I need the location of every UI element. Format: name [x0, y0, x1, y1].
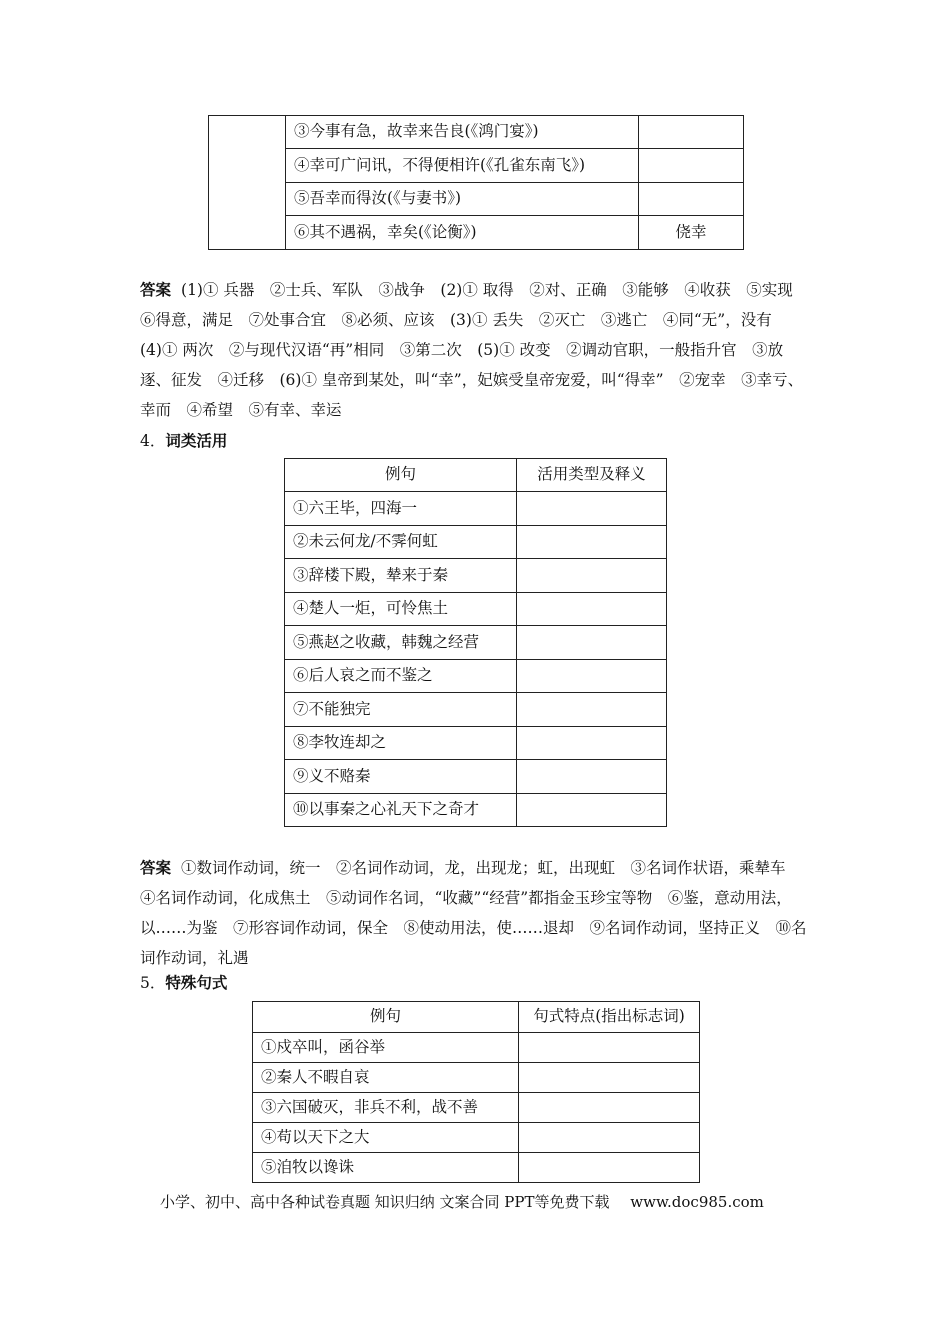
answer-cell	[519, 1123, 700, 1153]
sentence-cell: ④幸可广问讯，不得便相许(《孔雀东南飞》)	[286, 149, 639, 183]
table-row	[209, 116, 744, 149]
answer-cell	[517, 559, 667, 593]
column-header: 例句	[285, 459, 517, 492]
sentence-pattern-table	[252, 1001, 700, 1183]
table-row	[253, 1153, 700, 1183]
answer-block-1	[140, 275, 812, 425]
table-row	[285, 593, 667, 626]
page-footer	[160, 1191, 764, 1212]
section-heading-4	[140, 430, 227, 452]
sentence-cell: ⑤燕赵之收藏，韩魏之经营	[285, 626, 517, 660]
answer-cell	[517, 626, 667, 660]
note-cell	[639, 183, 744, 216]
answer-text: (1)① 兵器 ②士兵、军队 ③战争 (2)① 取得 ②对、正确 ③能够 ④收获 ⑤实现 ⑥得意，满足 ⑦处事合宜 ⑧必须、应该 (3)① 丢失 ②灭亡 ③逃亡 ④同“无”，没有 (4)① 两次 ②与现代汉语“再”相同 ③第二次 (5)① 改变 ②调动官职，一般指升官 ③放逐、征发 ④迁移 (6)① 皇帝到某处，叫“幸”，妃嫔受皇帝宠爱，叫“得幸” ②宠幸 ③幸亏、幸而 ④希望 ⑤有幸、幸运	[140, 281, 809, 419]
sentence-cell: ①戍卒叫，函谷举	[253, 1033, 519, 1063]
word-usage-table	[284, 458, 667, 827]
answer-cell	[519, 1063, 700, 1093]
sentence-cell: ⑨义不赂秦	[285, 760, 517, 794]
sentence-cell: ⑩以事秦之心礼天下之奇才	[285, 794, 517, 827]
sentence-cell: ③六国破灭，非兵不利，战不善	[253, 1093, 519, 1123]
section-title: 特殊句式	[165, 973, 228, 992]
answer-cell	[517, 660, 667, 693]
column-header: 句式特点(指出标志词)	[519, 1002, 700, 1033]
table-header-row	[253, 1002, 700, 1033]
table-row	[285, 626, 667, 660]
column-header: 例句	[253, 1002, 519, 1033]
table-row	[285, 760, 667, 794]
sentence-cell: ④苟以天下之大	[253, 1123, 519, 1153]
sentence-cell: ⑥其不遇祸，幸矣(《论衡》)	[286, 216, 639, 250]
sentence-cell: ⑤洎牧以谗诛	[253, 1153, 519, 1183]
table-row	[285, 660, 667, 693]
answer-cell	[517, 693, 667, 727]
note-cell	[639, 116, 744, 149]
answer-cell	[519, 1153, 700, 1183]
table-row	[209, 149, 744, 183]
sentence-cell: ⑥后人哀之而不鉴之	[285, 660, 517, 693]
answer-label: 答案	[140, 280, 172, 299]
answer-label: 答案	[140, 858, 172, 877]
answer-cell	[519, 1093, 700, 1123]
sentence-cell: ④楚人一炬，可怜焦土	[285, 593, 517, 626]
table-row	[285, 492, 667, 526]
table-header-row	[285, 459, 667, 492]
answer-cell	[517, 760, 667, 794]
section-heading-5	[140, 972, 227, 994]
table-row	[253, 1033, 700, 1063]
answer-cell	[517, 727, 667, 760]
column-header: 活用类型及释义	[517, 459, 667, 492]
footer-site[interactable]: www.doc985.com	[630, 1193, 764, 1211]
answer-cell	[517, 593, 667, 626]
sentence-cell: ⑦不能独完	[285, 693, 517, 727]
table-row	[285, 794, 667, 827]
sentence-cell: ③辞楼下殿，辇来于秦	[285, 559, 517, 593]
answer-cell	[517, 794, 667, 827]
table-row	[253, 1093, 700, 1123]
table-row	[285, 727, 667, 760]
table-row	[253, 1123, 700, 1153]
note-cell: 侥幸	[639, 216, 744, 250]
section-number: 5．	[140, 974, 166, 992]
section-title: 词类活用	[165, 431, 228, 450]
note-cell	[639, 149, 744, 183]
sentence-cell: ②未云何龙/不霁何虹	[285, 526, 517, 559]
table-row	[285, 693, 667, 727]
answer-text: ①数词作动词，统一 ②名词作动词，龙，出现龙；虹，出现虹 ③名词作状语，乘辇车 ④名词作动词，化成焦土 ⑤动词作名词，“收藏”“经营”都指金玉珍宝等物 ⑥鉴，意动用法，以……为鉴 ⑦形容词作动词，保全 ⑧使动用法，使……退却 ⑨名词作动词，坚持正义 ⑩名词作动词，礼遇	[140, 859, 807, 967]
footer-text: 小学、初中、高中各种试卷真题 知识归纳 文案合同 PPT等免费下载	[160, 1193, 610, 1211]
section-number: 4．	[140, 432, 166, 450]
sentence-cell: ①六王毕，四海一	[285, 492, 517, 526]
table-row	[209, 183, 744, 216]
merged-cell	[209, 116, 286, 250]
table-row	[285, 559, 667, 593]
sentence-cell: ③今事有急，故幸来告良(《鸿门宴》)	[286, 116, 639, 149]
answer-cell	[517, 526, 667, 559]
table-row	[209, 216, 744, 250]
answer-cell	[517, 492, 667, 526]
sentence-cell: ②秦人不暇自哀	[253, 1063, 519, 1093]
answer-cell	[519, 1033, 700, 1063]
table-row	[253, 1063, 700, 1093]
table-row	[285, 526, 667, 559]
sentence-cell: ⑧李牧连却之	[285, 727, 517, 760]
answer-block-2	[140, 853, 812, 973]
sentence-cell: ⑤吾幸而得汝(《与妻书》)	[286, 183, 639, 216]
continuation-table	[208, 115, 744, 250]
